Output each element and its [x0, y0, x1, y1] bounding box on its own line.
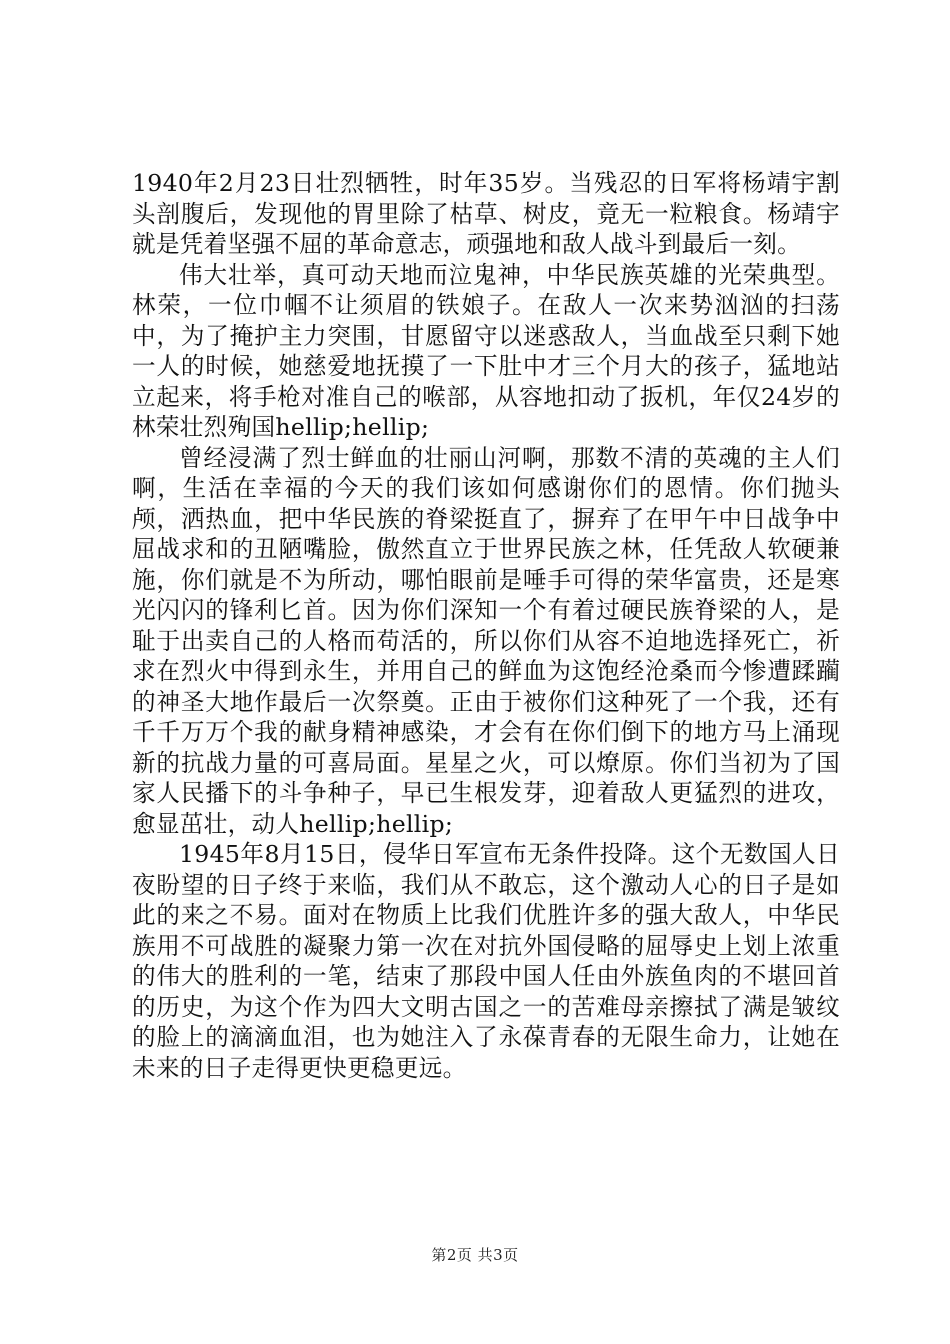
document-body	[132, 168, 840, 1083]
paragraph-2: 伟大壮举，真可动天地而泣鬼神，中华民族英雄的光荣典型。林荣，一位巾帼不让须眉的铁娘子。在敌人一次来势汹汹的扫荡中，为了掩护主力突围，甘愿留守以迷惑敌人，当血战至只剩下她一人的时候，她慈爱地抚摸了一下肚中才三个月大的孩子，猛地站立起来，将手枪对准自己的喉部，从容地扣动了扳机，年仅24岁的林荣壮烈殉国hellip;hellip;	[132, 260, 840, 441]
page-footer: 第2页 共3页	[431, 1246, 519, 1264]
paragraph-4: 1945年8月15日，侵华日军宣布无条件投降。这个无数国人日夜盼望的日子终于来临，我们从不敢忘，这个激动人心的日子是如此的来之不易。面对在物质上比我们优胜许多的强大敌人，中华民族用不可战胜的凝聚力第一次在对抗外国侵略的屈辱史上划上浓重的伟大的胜利的一笔，结束了那段中国人任由外族鱼肉的不堪回首的历史，为这个作为四大文明古国之一的苦难母亲擦拭了满是皱纹的脸上的滴滴血泪，也为她注入了永葆青春的无限生命力，让她在未来的日子走得更快更稳更远。	[132, 840, 840, 1082]
paragraph-3: 曾经浸满了烈士鲜血的壮丽山河啊，那数不清的英魂的主人们啊，生活在幸福的今天的我们该如何感谢你们的恩情。你们抛头颅，洒热血，把中华民族的脊梁挺直了，摒弃了在甲午中日战争中屈战求和的丑陋嘴脸，傲然直立于世界民族之林，任凭敌人软硬兼施，你们就是不为所动，哪怕眼前是唾手可得的荣华富贵，还是寒光闪闪的锋利匕首。因为你们深知一个有着过硬民族脊梁的人，是耻于出卖自己的人格而苟活的，所以你们从容不迫地选择死亡，祈求在烈火中得到永生，并用自己的鲜血为这饱经沧桑而今惨遭蹂躏的神圣大地作最后一次祭奠。正由于被你们这种死了一个我，还有千千万万个我的献身精神感染，才会有在你们倒下的地方马上涌现新的抗战力量的可喜局面。星星之火，可以燎原。你们当初为了国家人民播下的斗争种子，早已生根发芽，迎着敌人更猛烈的进攻，愈显茁壮，动人hellip;hellip;	[132, 443, 840, 838]
paragraph-1: 1940年2月23日壮烈牺牲，时年35岁。当残忍的日军将杨靖宇割头剖腹后，发现他的胃里除了枯草、树皮，竟无一粒粮食。杨靖宇就是凭着坚强不屈的革命意志，顽强地和敌人战斗到最后一刻。	[132, 169, 840, 258]
